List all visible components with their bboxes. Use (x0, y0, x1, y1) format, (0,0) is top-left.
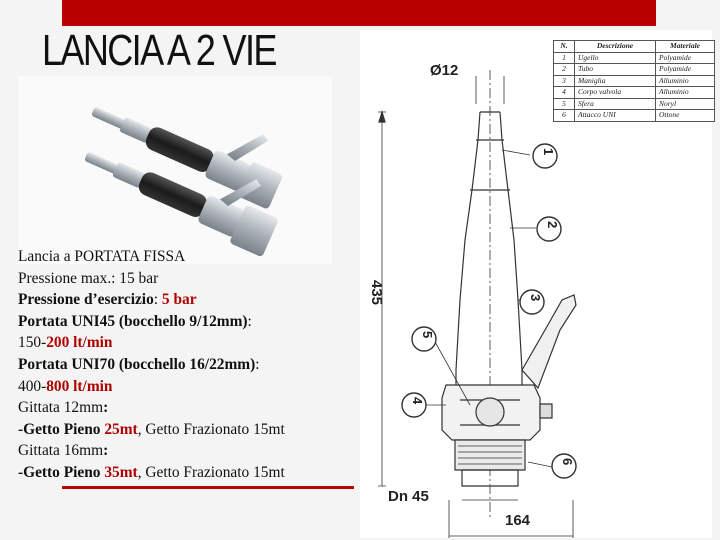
dim-dn: Dn 45 (388, 488, 429, 505)
row-material: Polyamide (656, 52, 715, 64)
row-material: Noryl (656, 98, 715, 110)
table-row (554, 75, 715, 87)
spec-line-2: Pressione max.: 15 bar (18, 269, 159, 287)
row-material: Ottone (656, 110, 715, 122)
callout-label-3: 3 (528, 294, 543, 302)
spec-text: : (103, 442, 109, 460)
callout-label-6: 6 (560, 458, 575, 466)
spec-text: Portata UNI70 (bocchello 16/22mm) (18, 355, 256, 373)
spec-value: 25mt (104, 420, 138, 438)
parts-table-header (554, 41, 715, 53)
spec-text: , Getto Frazionato 15mt (137, 420, 285, 438)
spec-text: : (103, 399, 109, 417)
callout-label-4: 4 (410, 397, 425, 405)
row-description: Corpo valvola (575, 87, 656, 99)
table-row (554, 98, 715, 110)
spec-text: Pressione d’esercizio (18, 291, 154, 309)
table-row (554, 87, 715, 99)
spec-value: 35mt (104, 463, 138, 481)
row-number: 2 (554, 64, 575, 76)
row-description: Ugello (575, 52, 656, 64)
spec-text: : (247, 312, 252, 330)
spec-value: 800 lt/min (46, 377, 113, 395)
callout-label-2: 2 (545, 221, 560, 229)
spec-text: : (153, 291, 162, 309)
table-row (554, 52, 715, 64)
spec-text: Portata UNI45 (bocchello 9/12mm) (18, 312, 248, 330)
spec-text: -Getto Pieno (18, 420, 105, 438)
row-material: Alluminio (656, 87, 715, 99)
callout-label-5: 5 (420, 331, 435, 339)
dim-width: 164 (505, 512, 531, 529)
row-material: Alluminio (656, 75, 715, 87)
dim-diameter: Ø12 (430, 62, 459, 79)
header-material: Materiale (656, 41, 715, 53)
spec-text: Lancia a (18, 248, 75, 265)
row-number: 4 (554, 87, 575, 99)
row-number: 5 (554, 98, 575, 110)
row-description: Sfera (575, 98, 656, 110)
row-description: Attacco UNI (575, 110, 656, 122)
spec-value: 5 bar (161, 291, 197, 309)
row-number: 1 (554, 52, 575, 64)
spec-text: : (255, 355, 260, 373)
spec-text: 150- (18, 334, 47, 352)
row-number: 3 (554, 75, 575, 87)
callout-label-1: 1 (541, 148, 556, 156)
row-description: Tubo (575, 64, 656, 76)
header-number: N. (554, 41, 575, 53)
row-number: 6 (554, 110, 575, 122)
dim-height: 435 (368, 280, 385, 306)
table-row (554, 110, 715, 122)
spec-text: Gittata 12mm (18, 399, 104, 417)
spec-value: 200 lt/min (46, 334, 113, 352)
spec-text: Gittata 16mm (18, 442, 104, 460)
slide-title: LANCIA A 2 VIE (42, 26, 276, 75)
header-description: Descrizione (575, 41, 656, 53)
table-row (554, 64, 715, 76)
spec-text: PORTATA FISSA (74, 248, 186, 265)
spec-text: 400- (18, 377, 47, 395)
parts-table (553, 40, 715, 122)
spec-text: -Getto Pieno (18, 463, 105, 481)
row-material: Polyamide (656, 64, 715, 76)
row-description: Maniglia (575, 75, 656, 87)
spec-text: , Getto Frazionato 15mt (137, 463, 285, 481)
